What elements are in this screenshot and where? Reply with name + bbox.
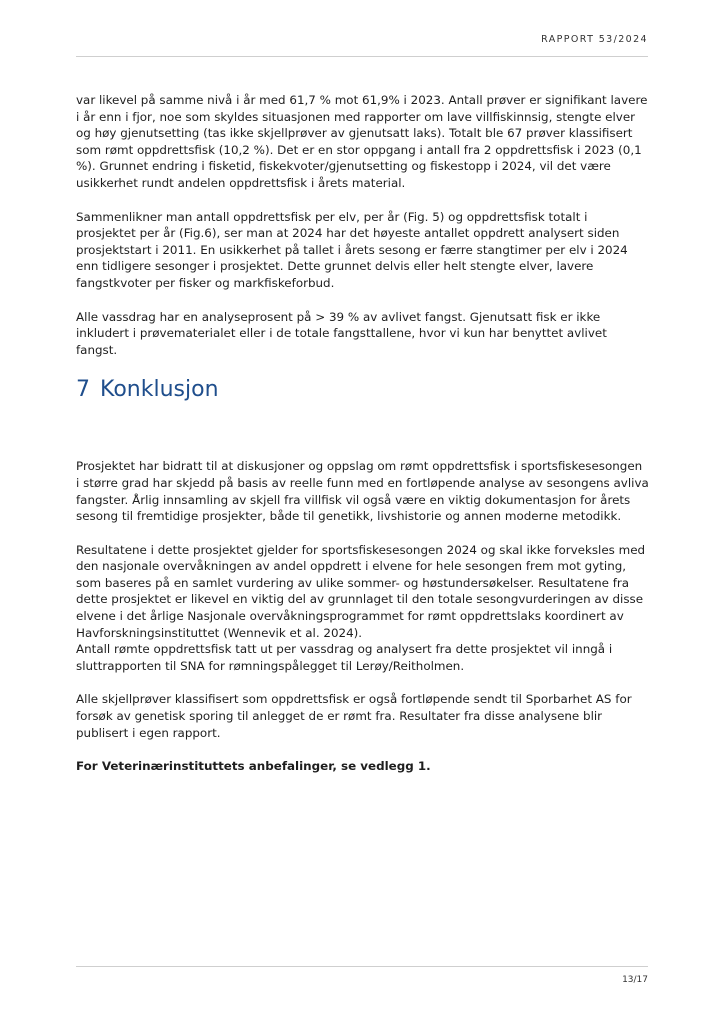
section-heading — [76, 377, 650, 402]
header-divider — [76, 56, 648, 57]
report-header-label: RAPPORT 53/2024 — [541, 34, 648, 45]
body-paragraph: var likevel på samme nivå i år med 61,7 % mot 61,9% i 2023. Antall prøver er signifikant lavere i år enn i fjor, noe som skyldes situasjonen med rapporter om lave villfiskinnsig, stengte elver og høy gjenutsetting (tas ikke skjellprøver av gjenutsatt laks). Totalt ble 67 prøver klassifisert som rømt oppdrettsfisk (10,2 %). Det er en stor oppgang i antall fra 2 oppdrettsfisk i 2023 (0,1 %). Grunnet endring i fisketid, fiskekvoter/gjenutsetting og fiskestopp i 2024, vil det være usikkerhet rundt andelen oppdrettsfisk i årets material. — [76, 93, 648, 190]
body-paragraph: Prosjektet har bidratt til at diskusjoner og oppslag om rømt oppdrettsfisk i sportsfiskesesongen i større grad har skjedd på basis av reelle funn med en fortløpende analyse av sesongens avliva fangster. Årlig innsamling av skjell fra villfisk vil også være en viktig dokumentasjon for årets sesong til fremtidige prosjekter, både til genetikk, livshistorie og annen moderne metodikk. — [76, 459, 649, 524]
page-number: 13/17 — [622, 975, 648, 985]
body-paragraph: Alle skjellprøver klassifisert som oppdrettsfisk er også fortløpende sendt til Sporbarhet AS for forsøk av genetisk sporing til anlegget de er rømt fra. Resultater fra disse analysene blir publisert i egen rapport. — [76, 692, 632, 740]
footer-divider — [76, 966, 648, 967]
body-paragraph: Sammenlikner man antall oppdrettsfisk per elv, per år (Fig. 5) og oppdrettsfisk totalt i prosjektet per år (Fig.6), ser man at 2024 har det høyeste antallet oppdrett analysert siden prosjektstart i 2011. En usikkerhet på tallet i årets sesong er færre stangtimer per elv i 2024 enn tidligere sesonger i prosjektet. Dette grunnet delvis eller helt stengte elver, lavere fangstkvoter per fisker og markfiskeforbud. — [76, 209, 628, 290]
section-number: 7 — [76, 377, 90, 403]
section-title: Konklusjon — [100, 377, 219, 403]
page-content — [76, 92, 650, 792]
body-paragraph: Alle vassdrag har en analyseprosent på > 39 % av avlivet fangst. Gjenutsatt fisk er ikke inkludert i prøvematerialet eller i de totale fangsttallene, hvor vi kun har benyttet avlivet fangst. — [76, 309, 607, 357]
body-paragraph: Resultatene i dette prosjektet gjelder for sportsfiskesesongen 2024 og skal ikke forveksles med den nasjonale overvåkningen av andel oppdrett i elvene for hele sesongen frem mot gyting, som baseres på en samlet vurdering av ulike sommer- og høstundersøkelser. Resultatene fra dette prosjektet er likevel en viktig del av grunnlaget til den totale sesongvurderingen av disse elvene i det årlige Nasjonale overvåkningsprogrammet for rømt oppdrettslaks koordinert av Havforskningsinstituttet (Wennevik et al. 2024). Antall rømte oppdrettsfisk tatt ut per vassdrag og analysert fra dette prosjektet vil inngå i sluttrapporten til SNA for rømningspålegget til Lerøy/Reitholmen. — [76, 542, 646, 673]
closing-note: For Veterinærinstituttets anbefalinger, se vedlegg 1. — [76, 759, 431, 774]
